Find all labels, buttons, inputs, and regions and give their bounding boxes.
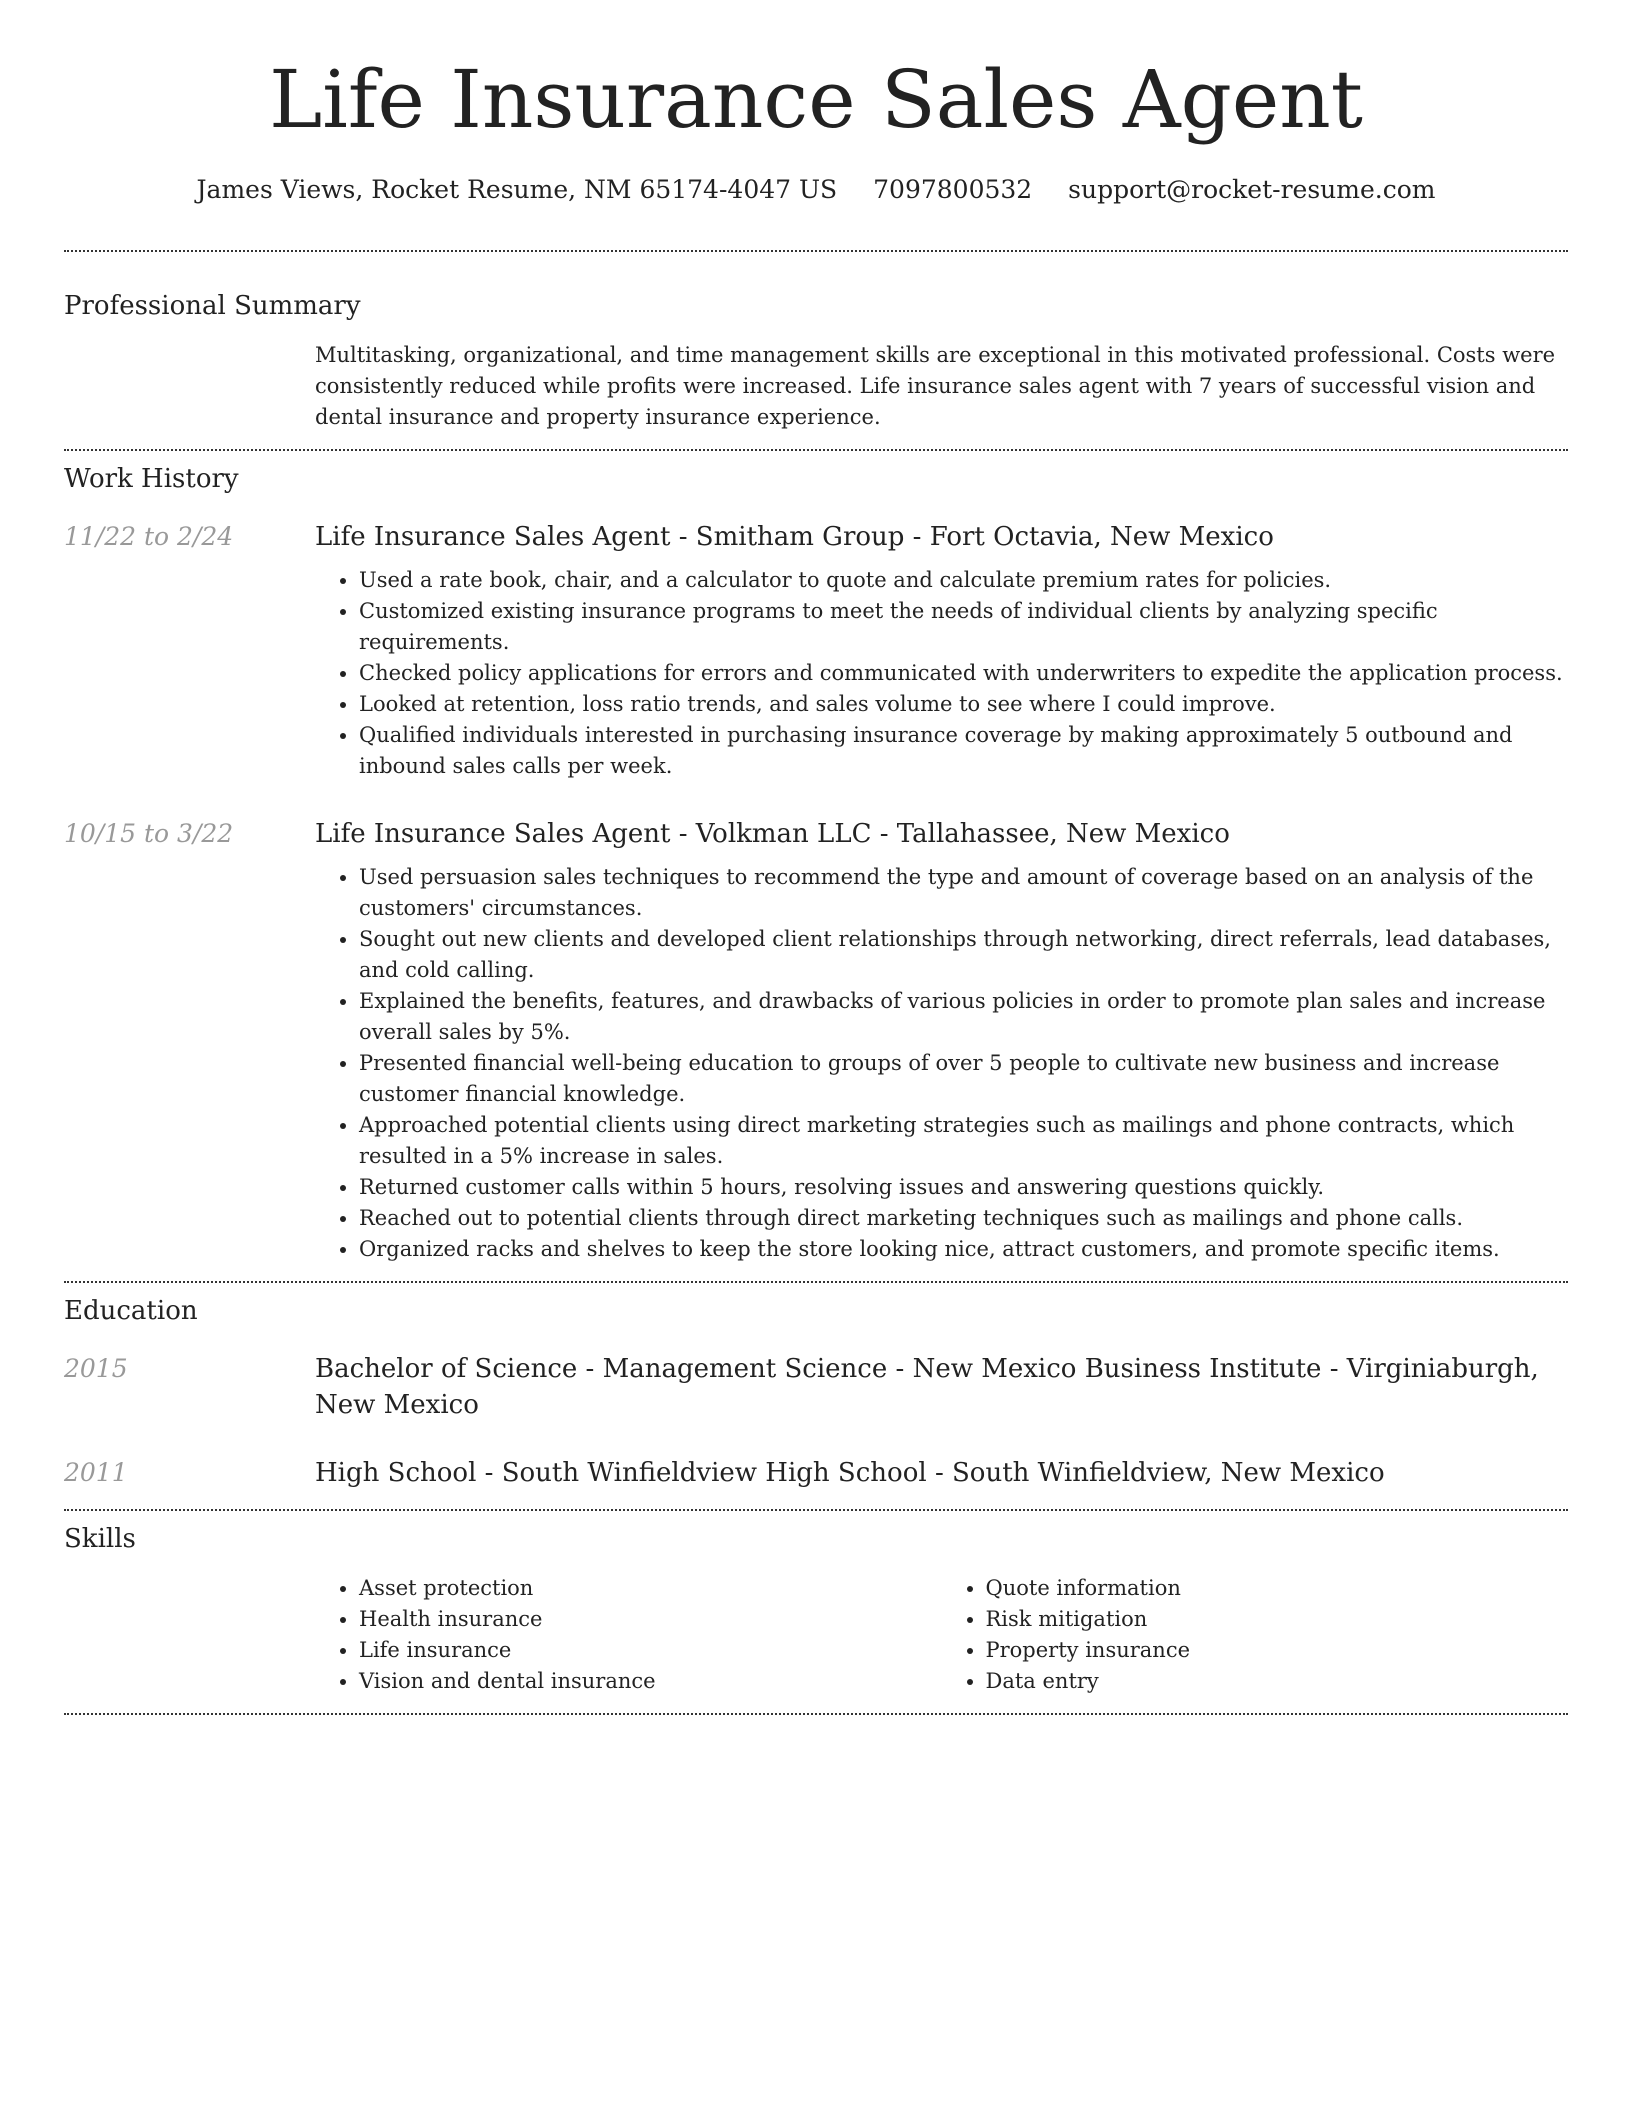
list-item: • Property insurance [986, 1635, 1569, 1666]
education-heading: Bachelor of Science - Management Science - New Mexico Business Institute - Virginiaburgh, New Mexico [315, 1354, 1539, 1420]
list-item: • Customized existing insurance programs to meet the needs of individual clients by analyzing specific requirements. [359, 596, 1568, 658]
work-history-section [64, 461, 1568, 1265]
divider [64, 1281, 1568, 1283]
education-heading: High School - South Winfieldview High School - South Winfieldview, New Mexico [315, 1458, 1385, 1488]
skills-section-title: Skills [64, 1524, 136, 1554]
list-item: • Used persuasion sales techniques to recommend the type and amount of coverage based on an analysis of the customers' circumstances. [359, 862, 1568, 924]
skills-section [64, 1521, 1568, 1697]
list-item: • Vision and dental insurance [359, 1666, 942, 1697]
skills-grid [315, 1573, 1568, 1697]
education-section [64, 1293, 1568, 1491]
contact-email: support@rocket-resume.com [1068, 175, 1436, 204]
list-item: • Presented financial well-being education to groups of over 5 people to cultivate new business and increase customer financial knowledge. [359, 1048, 1568, 1110]
job-bullets [315, 862, 1568, 1265]
list-item: • Checked policy applications for errors and communicated with underwriters to expedite the application process. [359, 658, 1568, 689]
job-dates: 10/15 to 3/22 [64, 819, 234, 848]
skills-list-left [315, 1573, 942, 1697]
candidate-name: Life Insurance Sales Agent [269, 53, 1363, 146]
list-item: • Life insurance [359, 1635, 942, 1666]
contact-phone: 7097800532 [873, 175, 1033, 204]
list-item: • Risk mitigation [986, 1604, 1569, 1635]
contact-line [64, 172, 1568, 208]
job-entry [64, 816, 1568, 1265]
list-item: • Organized racks and shelves to keep the store looking nice, attract customers, and promote specific items. [359, 1234, 1568, 1265]
contact-address: James Views, Rocket Resume, NM 65174-4047 US [196, 175, 838, 204]
summary-text: Multitasking, organizational, and time management skills are exceptional in this motivated professional. Costs were consistently reduced while profits were increased. Life insurance sales agent with 7 years of successful vision and dental insurance and property insurance experience. [315, 343, 1556, 429]
list-item: • Explained the benefits, features, and drawbacks of various policies in order to promote plan sales and increase overall sales by 5%. [359, 986, 1568, 1048]
list-item: • Data entry [986, 1666, 1569, 1697]
education-section-title: Education [64, 1296, 198, 1326]
list-item: • Sought out new clients and developed client relationships through networking, direct referrals, lead databases, and cold calling. [359, 924, 1568, 986]
skills-list-right [942, 1573, 1569, 1697]
list-item: • Reached out to potential clients through direct marketing techniques such as mailings and phone calls. [359, 1203, 1568, 1234]
job-heading: Life Insurance Sales Agent - Volkman LLC - Tallahassee, New Mexico [315, 819, 1230, 849]
job-entry [64, 519, 1568, 782]
list-item: • Asset protection [359, 1573, 942, 1604]
education-year: 2015 [64, 1354, 128, 1383]
divider [64, 1713, 1568, 1715]
summary-section [64, 288, 1568, 433]
resume-page [64, 0, 1568, 1715]
job-bullets [315, 565, 1568, 782]
list-item: • Used a rate book, chair, and a calculator to quote and calculate premium rates for policies. [359, 565, 1568, 596]
divider [64, 1509, 1568, 1511]
list-item: • Looked at retention, loss ratio trends, and sales volume to see where I could improve. [359, 689, 1568, 720]
list-item: • Approached potential clients using direct marketing strategies such as mailings and phone contracts, which resulted in a 5% increase in sales. [359, 1110, 1568, 1172]
work-history-section-title: Work History [64, 464, 239, 494]
divider [64, 449, 1568, 451]
education-year: 2011 [64, 1458, 128, 1487]
divider [64, 250, 1568, 252]
education-entry [64, 1455, 1568, 1491]
job-dates: 11/22 to 2/24 [64, 522, 234, 551]
list-item: • Returned customer calls within 5 hours, resolving issues and answering questions quickly. [359, 1172, 1568, 1203]
summary-section-title: Professional Summary [64, 291, 361, 321]
list-item: • Qualified individuals interested in purchasing insurance coverage by making approximately 5 outbound and inbound sales calls per week. [359, 720, 1568, 782]
job-heading: Life Insurance Sales Agent - Smitham Group - Fort Octavia, New Mexico [315, 522, 1274, 552]
education-entry [64, 1351, 1568, 1423]
list-item: • Quote information [986, 1573, 1569, 1604]
list-item: • Health insurance [359, 1604, 942, 1635]
